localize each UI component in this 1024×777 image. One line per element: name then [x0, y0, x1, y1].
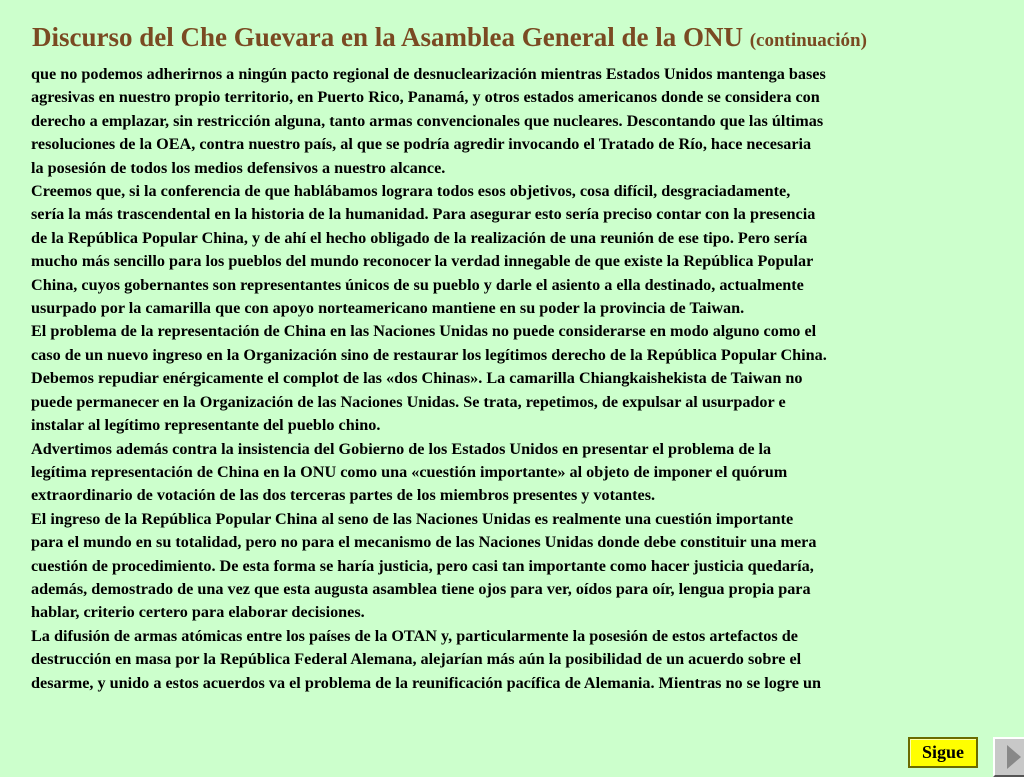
slide-title: [32, 22, 867, 53]
text-line: destrucción en masa por la República Federal Alemana, alejarían más aún la posibilidad de un acuerdo sobre el: [31, 650, 802, 669]
sigue-button[interactable]: Sigue: [908, 737, 978, 768]
text-line: legítima representación de China en la ONU como una «cuestión importante» al objeto de imponer el quórum: [31, 462, 788, 481]
text-line: mucho más sencillo para los pueblos del mundo reconocer la verdad innegable de que existe la República Popular: [31, 252, 814, 271]
text-line: además, demostrado de una vez que esta augusta asamblea tiene ojos para ver, oídos para oír, lengua propia para: [31, 579, 811, 598]
text-line: usurpado por la camarilla que con apoyo norteamericano mantiene en su poder la provincia de Taiwan.: [31, 299, 745, 318]
slide-title-main: Discurso del Che Guevara en la Asamblea General de la ONU: [32, 22, 743, 52]
next-slide-button[interactable]: [993, 737, 1024, 777]
text-line: para el mundo en su totalidad, pero no para el mecanismo de las Naciones Unidas donde debe constituir una mera: [31, 533, 817, 552]
text-line: derecho a emplazar, sin restricción alguna, tanto armas convencionales que nucleares. Descontando que las últimas: [31, 111, 824, 130]
text-line: Advertimos además contra la insistencia del Gobierno de los Estados Unidos en presentar el problema de la: [31, 439, 772, 458]
text-line: puede permanecer en la Organización de las Naciones Unidas. Se trata, repetimos, de expulsar al usurpador e: [31, 392, 786, 411]
text-line: sería la más trascendental en la historia de la humanidad. Para asegurar esto sería preciso contar con la presencia: [31, 205, 816, 224]
slide-title-subtitle: (continuación): [749, 30, 867, 51]
speech-text: [31, 63, 1016, 695]
text-line: China, cuyos gobernantes son representantes únicos de su pueblo y darle el asiento a ella destinado, actualmente: [31, 275, 804, 294]
text-line: extraordinario de votación de las dos terceras partes de los miembros presentes y votantes.: [31, 486, 656, 505]
text-line: desarme, y unido a estos acuerdos va el problema de la reunificación pacífica de Alemania. Mientras no se logre un: [31, 673, 822, 692]
text-line: la posesión de todos los medios defensivos a nuestro alcance.: [31, 158, 446, 177]
text-line: caso de un nuevo ingreso en la Organización sino de restaurar los legítimos derecho de la República Popular China.: [31, 345, 827, 364]
text-line: El ingreso de la República Popular China al seno de las Naciones Unidas es realmente una cuestión importante: [31, 509, 794, 528]
text-line: cuestión de procedimiento. De esta forma se haría justicia, pero casi tan importante como hacer justicia quedaría,: [31, 556, 814, 575]
text-line: hablar, criterio certero para elaborar decisiones.: [31, 603, 365, 622]
text-line: instalar al legítimo representante del pueblo chino.: [31, 416, 381, 435]
text-line: El problema de la representación de China en las Naciones Unidas no puede considerarse en modo alguno como el: [31, 322, 817, 341]
text-line: que no podemos adherirnos a ningún pacto regional de desnuclearización mientras Estados Unidos mantenga bases: [31, 65, 826, 83]
text-line: de la República Popular China, y de ahí el hecho obligado de la realización de una reunión de ese tipo. Pero sería: [31, 228, 808, 247]
text-line: agresivas en nuestro propio territorio, en Puerto Rico, Panamá, y otros estados americanos donde se considera con: [31, 88, 820, 107]
text-line: Creemos que, si la conferencia de que hablábamos lograra todos esos objetivos, cosa difícil, desgraciadamente,: [31, 182, 791, 201]
text-line: Debemos repudiar enérgicamente el complot de las «dos Chinas». La camarilla Chiangkaishekista de Taiwan no: [31, 369, 803, 388]
next-arrow-icon: [1007, 745, 1021, 769]
text-line: resoluciones de la OEA, contra nuestro país, al que se podría agredir invocando el Tratado de Río, hace necesaria: [31, 135, 812, 154]
text-line: La difusión de armas atómicas entre los países de la OTAN y, particularmente la posesión de estos artefactos de: [31, 626, 798, 645]
